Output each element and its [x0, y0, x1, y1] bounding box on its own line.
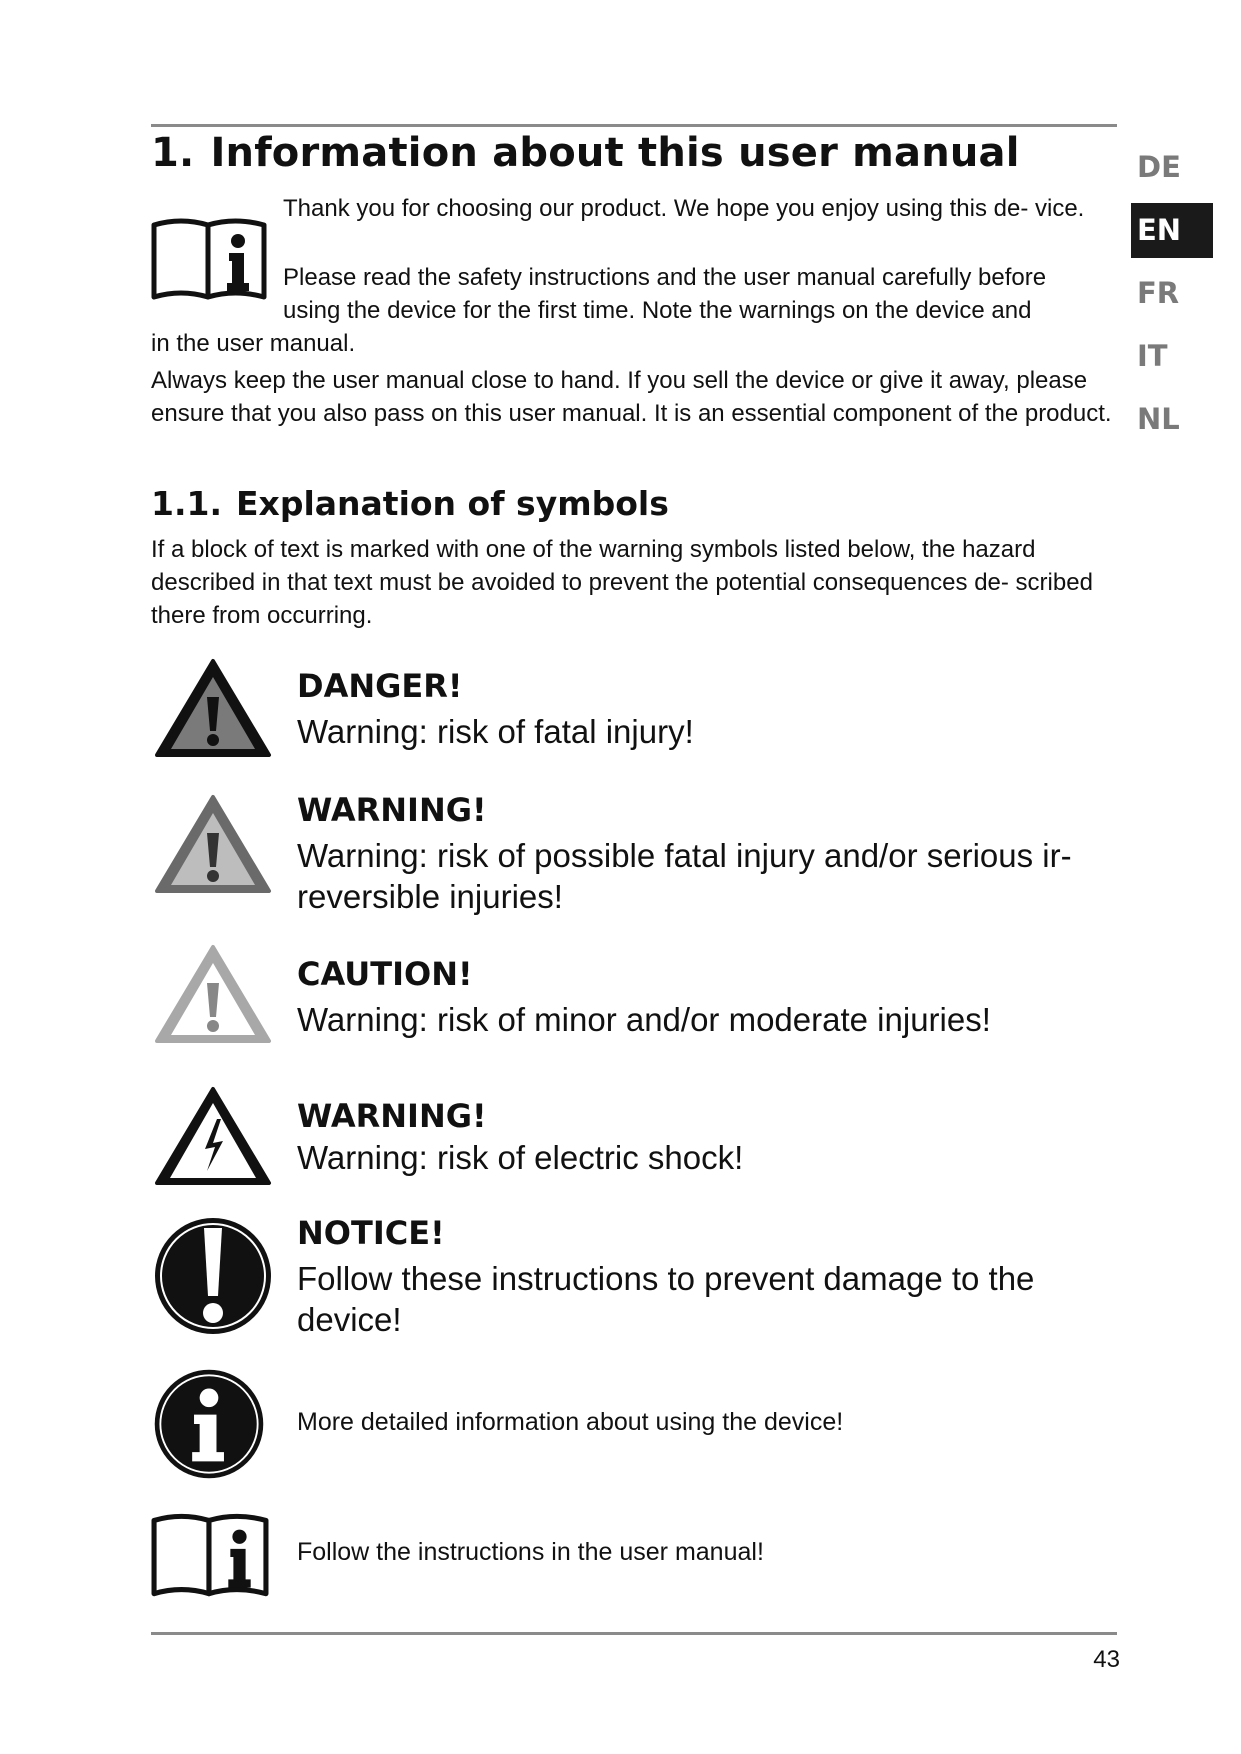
- danger-triangle-icon: [151, 655, 275, 779]
- language-tabs: [1131, 140, 1213, 455]
- symbol-danger: [151, 655, 1117, 775]
- lang-tab-it[interactable]: IT: [1137, 339, 1168, 373]
- symbol-warning: [151, 791, 1117, 921]
- symbol-description: Follow the instructions in the user manual!: [297, 1538, 764, 1566]
- page-number: 43: [1093, 1646, 1120, 1673]
- lang-tab-nl[interactable]: NL: [1137, 402, 1180, 436]
- symbol-heading: WARNING!: [297, 791, 487, 829]
- symbol-notice: [151, 1214, 1117, 1344]
- symbol-caution: [151, 941, 1117, 1065]
- caution-triangle-icon: [151, 941, 275, 1065]
- symbol-manual: [151, 1508, 1117, 1600]
- intro-paragraph-2: Please read the safety instructions and the user manual carefully before using the device for the first time. Note the warnings on the device and: [283, 264, 1047, 324]
- intro-paragraph-1: Thank you for choosing our product. We hope you enjoy using this de- vice.: [283, 195, 1085, 222]
- section-title: [151, 130, 1020, 176]
- top-rule: [151, 124, 1117, 127]
- manual-book-icon: [151, 1508, 269, 1600]
- manual-book-icon: [151, 213, 267, 303]
- warning-triangle-icon: [151, 791, 275, 915]
- intro-paragraph-3: Always keep the user manual close to hand. If you sell the device or give it away, please ensure that you also pass on this user manual. It is an essential component of the product.: [151, 367, 1112, 427]
- symbols-intro: If a block of text is marked with one of the warning symbols listed below, the hazard described in that text must be avoided to prevent the potential consequences de- scribed there from occurring.: [151, 536, 1093, 629]
- lang-tab-de[interactable]: DE: [1137, 150, 1181, 184]
- subsection-title: [151, 484, 669, 523]
- symbol-description: Warning: risk of possible fatal injury and/or serious ir- reversible injuries!: [297, 837, 1072, 915]
- symbol-heading: CAUTION!: [297, 955, 473, 993]
- notice-exclamation-icon: [151, 1214, 275, 1338]
- symbol-description: Warning: risk of minor and/or moderate injuries!: [297, 1001, 991, 1038]
- symbol-description: Follow these instructions to prevent damage to the device!: [297, 1260, 1035, 1338]
- section-title-text: Information about this user manual: [210, 130, 1020, 176]
- symbol-description: More detailed information about using the device!: [297, 1408, 844, 1436]
- symbol-heading: DANGER!: [297, 667, 463, 705]
- symbol-heading: NOTICE!: [297, 1214, 445, 1252]
- symbol-description: Warning: risk of electric shock!: [297, 1139, 744, 1176]
- subsection-number: 1.1.: [151, 484, 222, 523]
- symbol-description: Warning: risk of fatal injury!: [297, 713, 694, 750]
- intro-paragraph-2-end: in the user manual.: [151, 330, 356, 357]
- symbol-info: [151, 1366, 1117, 1482]
- lang-tab-fr[interactable]: FR: [1137, 276, 1180, 310]
- bottom-rule: [151, 1632, 1117, 1635]
- subsection-title-text: Explanation of symbols: [236, 484, 669, 523]
- section-number: 1.: [151, 130, 195, 176]
- symbol-electric-shock: [151, 1083, 1117, 1207]
- electric-shock-icon: [151, 1083, 275, 1207]
- lang-tab-en[interactable]: EN: [1131, 203, 1213, 258]
- info-circle-icon: [151, 1366, 267, 1482]
- symbol-heading: WARNING!: [297, 1097, 487, 1135]
